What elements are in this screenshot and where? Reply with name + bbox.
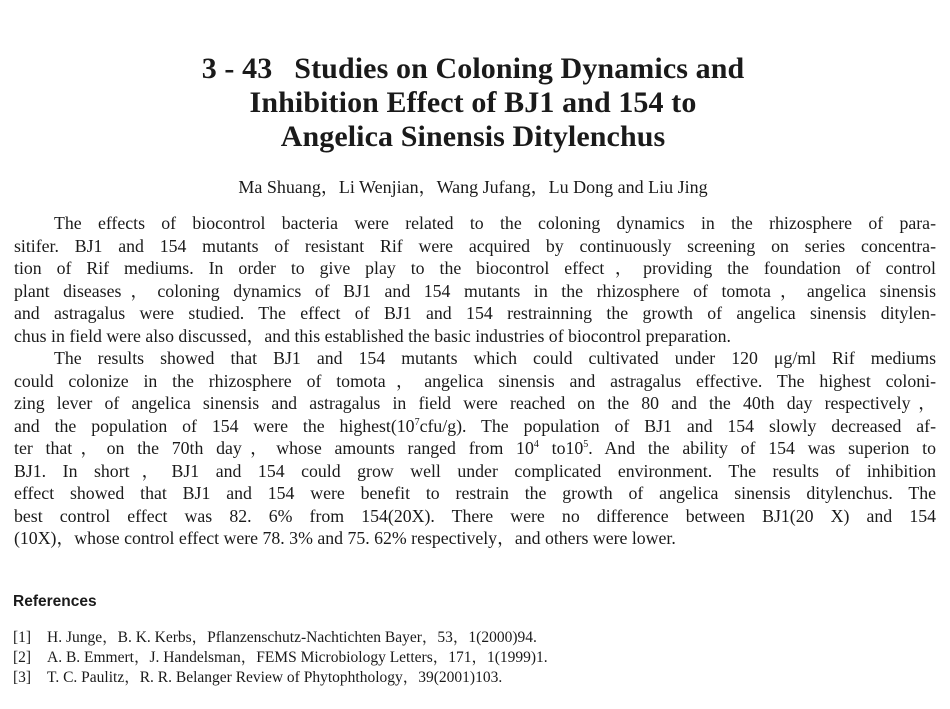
- reference-item: [13, 628, 933, 648]
- reference-item: [13, 668, 933, 688]
- text-line: chus in field were also discussed，and this established the basic industries of biocontrol preparation.: [14, 325, 732, 346]
- text-line: and astragalus were studied. The effect of BJ1 and 154 restrainning the growth of angelica sinensis ditylen-: [14, 303, 936, 323]
- text-line: The effects of biocontrol bacteria were related to the coloning dynamics in the rhizosphere of para-: [54, 213, 936, 233]
- section-number: 3 - 43: [201, 52, 273, 85]
- text-line: zing lever of angelica sinensis and astragalus in field were reached on the 80 and the 40th day respectively，: [14, 393, 936, 413]
- reference-number: [1]: [13, 629, 32, 646]
- reference-list: [13, 628, 933, 688]
- text-line: sitifer. BJ1 and 154 mutants of resistant Rif were acquired by continuously screening on series concentra-: [14, 235, 936, 256]
- text-line: plant diseases，coloning dynamics of BJ1 and 154 mutants in the rhizosphere of tomota，angelica sinensis: [14, 280, 936, 301]
- reference-number: [2]: [13, 649, 32, 666]
- abstract-paragraph-2: [14, 347, 936, 550]
- text-line: The results showed that BJ1 and 154 mutants which could cultivated under 120 μg/ml Rif mediums: [54, 348, 936, 368]
- reference-item: [13, 648, 933, 668]
- paper-title: [100, 52, 846, 154]
- title-line-1: 3 - 43 Studies on Coloning Dynamics and: [201, 52, 745, 85]
- text-line: ter that，on the 70th day，whose amounts ranged from $10^4$ $to10^5$. And the ability of 154 was superion to: [14, 438, 936, 458]
- author-list: Ma Shuang，Li Wenjian，Wang Jufang，Lu Dong and Liu Jing: [238, 177, 708, 197]
- superscript: 4: [533, 439, 539, 451]
- text-line: and the population of 154 were the $highest(10^7cfu/g)$. The population of BJ1 and 154 slowly decreased af-: [14, 415, 936, 436]
- superscript: 5: [583, 439, 589, 451]
- reference-text: T. C. Paulitz，R. R. Belanger Review of Phytophthology，39(2001)103.: [47, 669, 503, 686]
- superscript: 7: [414, 416, 420, 428]
- abstract-paragraph-1: [14, 212, 936, 347]
- text-line: best control effect was 82. 6% from 154(20X). There were no difference between BJ1(20 X) and 154: [14, 505, 936, 526]
- text-line: BJ1. In short，BJ1 and 154 could grow well under complicated environment. The results of inhibition: [14, 460, 936, 481]
- text-line: tion of Rif mediums. In order to give play to the biocontrol effect，providing the foundation of control: [14, 258, 936, 278]
- title-line-2: Inhibition Effect of BJ1 and 154 to: [249, 86, 697, 119]
- reference-number: [3]: [13, 669, 32, 686]
- title-line-3: Angelica Sinensis Ditylenchus: [280, 120, 666, 153]
- references-heading: References: [13, 593, 97, 610]
- text-line: could colonize in the rhizosphere of tomota，angelica sinensis and astragalus effective. The highest coloni-: [14, 370, 936, 391]
- reference-text: H. Junge，B. K. Kerbs，Pflanzenschutz-Nachtichten Bayer，53，1(2000)94.: [47, 629, 537, 646]
- reference-text: A. B. Emmert，J. Handelsman，FEMS Microbiology Letters，171，1(1999)1.: [47, 649, 548, 666]
- abstract-body: [14, 212, 936, 550]
- text-line: (10X)，whose control effect were 78. 3% and 75. 62% respectively，and others were lower.: [14, 528, 676, 548]
- text-line: effect showed that BJ1 and 154 were benefit to restrain the growth of angelica sinensis ditylenchus. The: [14, 483, 936, 503]
